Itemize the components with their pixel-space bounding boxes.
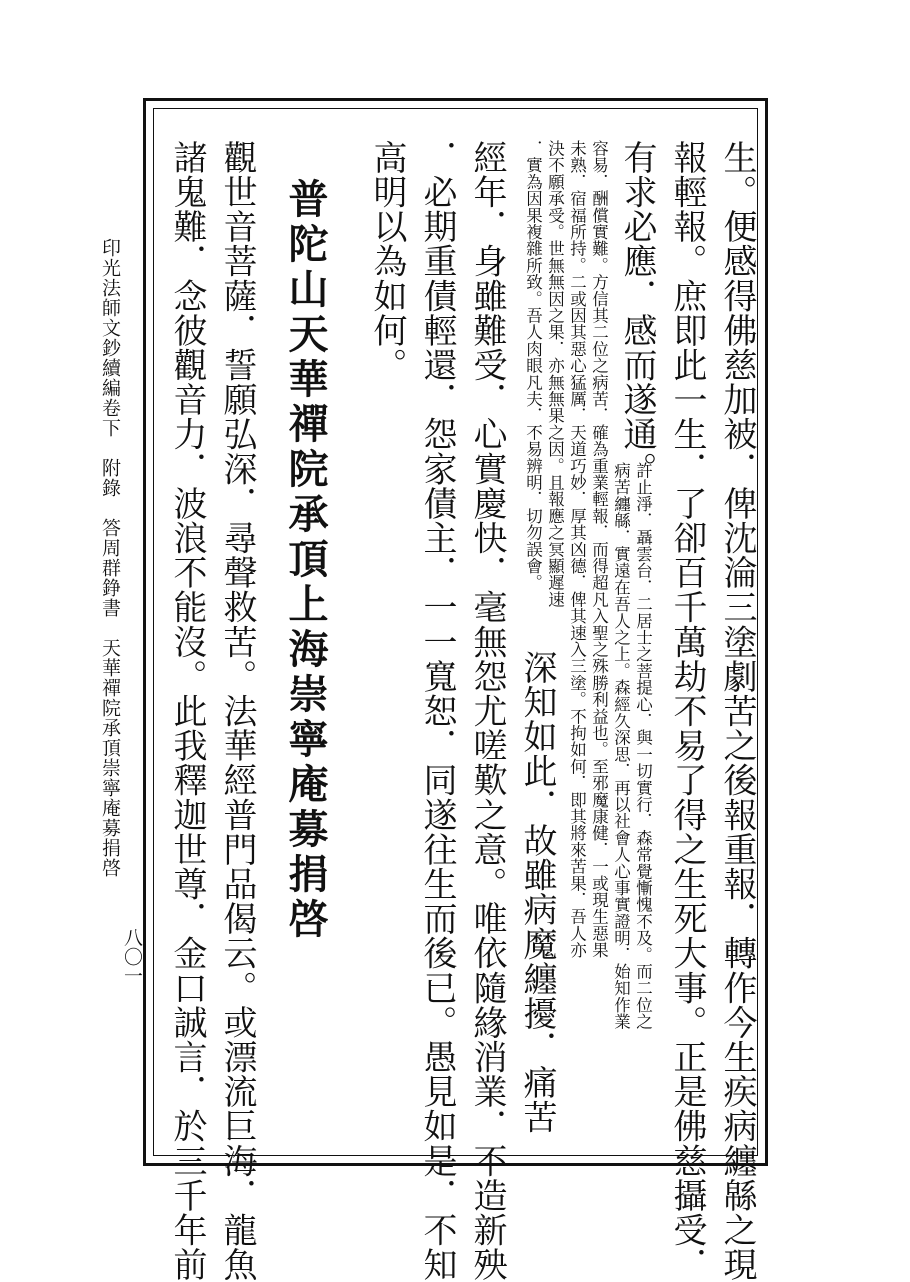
text-column-2: 報輕報。庶即此一生．了卻百千萬劫不易了得之生死大事。正是佛慈攝受． — [667, 140, 707, 1282]
note-column-5: 決不願承受。世無無因之果．亦無無果之因。且報應之冥顯遲速 — [545, 140, 565, 608]
section-title: 普陀山天華禪院承頂上海崇寧庵募捐啓 — [282, 178, 329, 943]
page-number: 八〇一 — [121, 928, 143, 985]
text-column-5: 經年．身雖難受．心實慶快．毫無怨尤嗟歎之意。唯依隨緣消業．不造新殃 — [467, 140, 507, 1282]
note-column-4: 未熟．宿福所持。二或因其惡心猛厲．天道巧妙．厚其凶德．俾其速入三塗。不拘如何．即其將來苦果．吾人亦 — [567, 140, 587, 959]
body-column-1: 觀世音菩薩．誓願弘深．尋聲救苦。法華經普門品偈云。或漂流巨海．龍魚 — [217, 140, 257, 1282]
text-column-3: 有求必應．感而遂通。 — [617, 140, 657, 486]
body-column-2: 諸鬼難．念彼觀音力．波浪不能沒。此我釋迦世尊．金口誠言．於三千年前 — [167, 140, 207, 1282]
note-column-6: ．實為因果複雜所致。吾人肉眼凡夫．不易辨明．切勿誤會。 — [523, 140, 543, 591]
text-column-4: 深知如此．故雖病魔纏擾．痛苦 — [517, 650, 557, 1135]
note-column-2: 病苦纏緜．實遠在吾人之上。森經久深思．再以社會人心事實證明．始知作業 — [611, 462, 631, 1030]
note-column-1: 許止淨．聶雲台．二居士之菩提心．與一切實行．森常覺慚愧不及。而二位之 — [633, 462, 653, 1030]
text-column-6: ．必期重債輕還．怨家債主．一一寬恕．同遂往生而後已。愚見如是．不知 — [417, 140, 457, 1282]
text-column-7: 高明以為如何。 — [367, 140, 407, 383]
text-column-1: 生。便感得佛慈加被．俾沈淪三塗劇苦之後報重報．轉作今生疾病纏緜之現 — [717, 140, 757, 1282]
note-column-3: 容易．酬償實難。方信其二位之病苦．確為重業輕報．而得超凡入聖之殊勝利益也。至邪魔康健．一或現生惡果 — [589, 140, 609, 959]
running-header: 印光法師文鈔續編卷下 附錄 答周群錚書 天華禪院承頂崇寧庵募捐啓 — [99, 238, 121, 878]
